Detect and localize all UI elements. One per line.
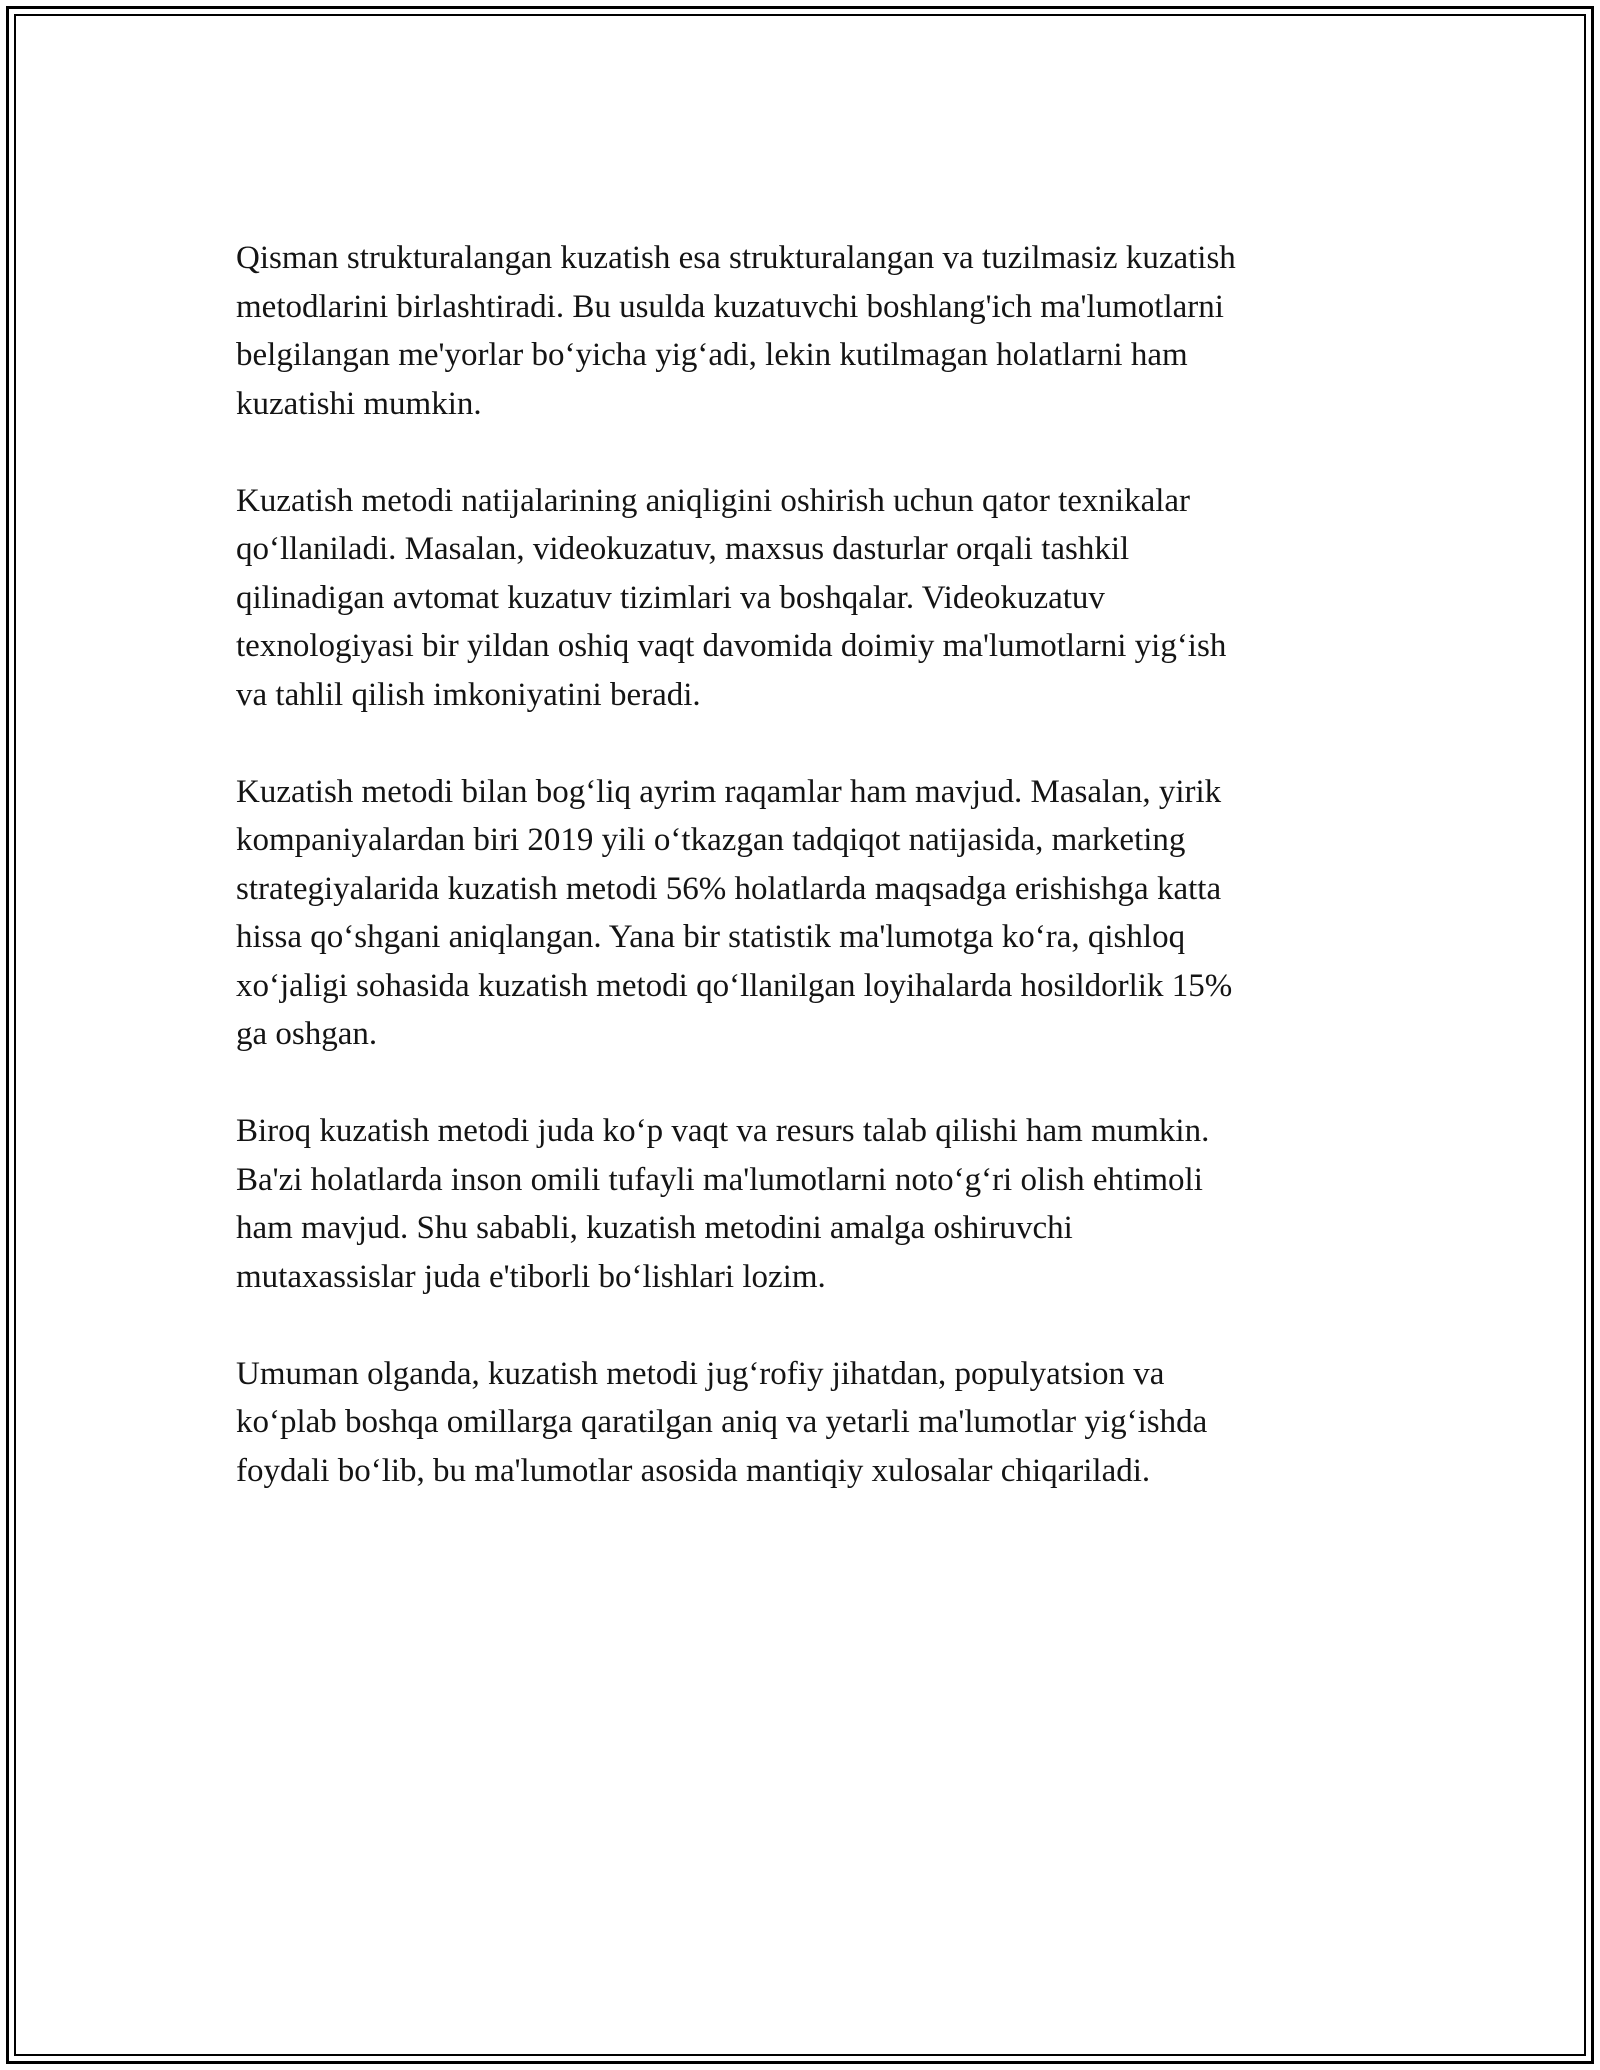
paragraph-conclusion (236, 1350, 1366, 1496)
document-body (236, 234, 1366, 1495)
text-line: kompaniyalardan biri 2019 yili o‘tkazgan tadqiqot natijasida, marketing (236, 822, 1186, 858)
text-line: qilinadigan avtomat kuzatuv tizimlari va boshqalar. Videokuzatuv (236, 579, 1105, 616)
paragraph-semi-structured-observation (236, 234, 1366, 428)
text-line: ga oshgan. (236, 1016, 378, 1052)
paragraph-statistics (236, 768, 1366, 1059)
text-line: strategiyalarida kuzatish metodi 56% holatlarda maqsadga erishishga katta (236, 870, 1222, 907)
text-line: Umuman olganda, kuzatish metodi jug‘rofiy jihatdan, populyatsion va (236, 1355, 1165, 1392)
text-line: xo‘jaligi sohasida kuzatish metodi qo‘llanilgan loyihalarda hosildorlik 15% (236, 967, 1233, 1004)
text-line: Biroq kuzatish metodi juda ko‘p vaqt va resurs talab qilishi ham mumkin. (236, 1113, 1210, 1149)
text-line: Qisman strukturalangan kuzatish esa strukturalangan va tuzilmasiz kuzatish (236, 240, 1236, 276)
paragraph-limitations (236, 1107, 1366, 1301)
text-line: Kuzatish metodi bilan bog‘liq ayrim raqamlar ham mavjud. Masalan, yirik (236, 773, 1222, 810)
text-line: foydali bo‘lib, bu ma'lumotlar asosida mantiqiy xulosalar chiqariladi. (236, 1452, 1151, 1489)
text-line: belgilangan me'yorlar bo‘yicha yig‘adi, lekin kutilmagan holatlarni ham (236, 337, 1188, 373)
text-line: qo‘llaniladi. Masalan, videokuzatuv, maxsus dasturlar orqali tashkil (236, 531, 1130, 567)
paragraph-techniques (236, 477, 1366, 720)
text-line: ham mavjud. Shu sababli, kuzatish metodini amalga oshiruvchi (236, 1210, 1073, 1246)
text-line: va tahlil qilish imkoniyatini beradi. (236, 676, 701, 713)
text-line: mutaxassislar juda e'tiborli bo‘lishlari lozim. (236, 1258, 826, 1295)
text-line: ko‘plab boshqa omillarga qaratilgan aniq va yetarli ma'lumotlar yig‘ishda (236, 1404, 1208, 1440)
text-line: metodlarini birlashtiradi. Bu usulda kuzatuvchi boshlang'ich ma'lumotlarni (236, 288, 1224, 325)
text-line: Ba'zi holatlarda inson omili tufayli ma'lumotlarni noto‘g‘ri olish ehtimoli (236, 1161, 1203, 1198)
text-line: kuzatishi mumkin. (236, 385, 482, 422)
text-line: texnologiyasi bir yildan oshiq vaqt davomida doimiy ma'lumotlarni yig‘ish (236, 628, 1227, 664)
text-line: Kuzatish metodi natijalarining aniqligini oshirish uchun qator texnikalar (236, 482, 1191, 519)
text-line: hissa qo‘shgani aniqlangan. Yana bir statistik ma'lumotga ko‘ra, qishloq (236, 919, 1186, 955)
